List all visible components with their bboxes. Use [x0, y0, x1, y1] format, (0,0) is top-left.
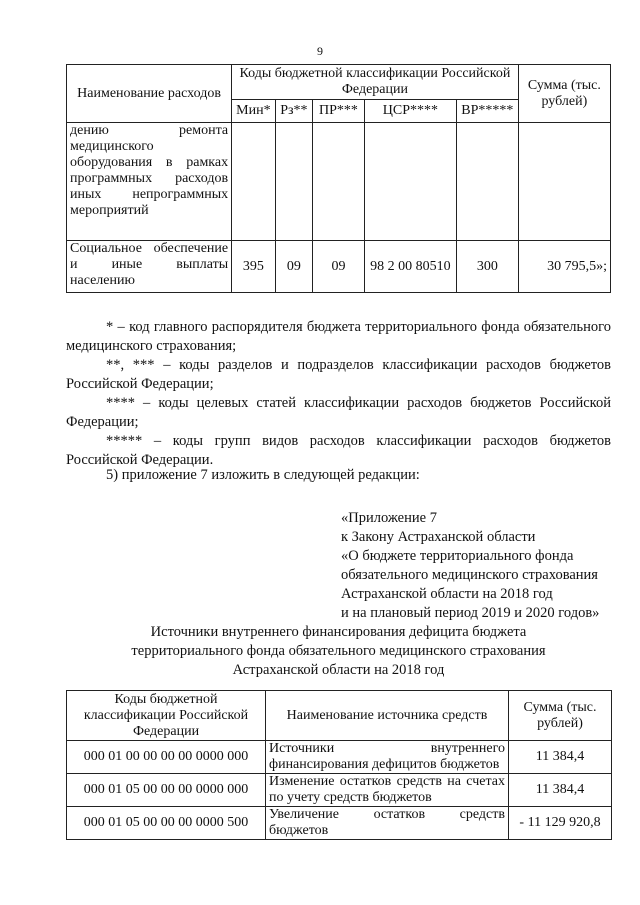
cell-pr — [313, 123, 365, 241]
col-header-sum: Сумма (тыс. рублей) — [518, 65, 610, 123]
paragraph-5: 5) приложение 7 изложить в следующей редакции: — [106, 467, 420, 483]
cell-sum: 30 795,5»; — [518, 241, 610, 293]
cell-source-name: Изменение остатков средств на счетах по учету средств бюджетов — [266, 774, 509, 807]
cell-min: 395 — [232, 241, 276, 293]
title-line: Источники внутреннего финансирования дефицита бюджета — [150, 624, 527, 640]
page-number: 9 — [317, 44, 323, 58]
section-title — [66, 623, 611, 680]
cell-expense-name: дению ремонта медицинского оборудования в рамках программных расходов иных непрограммных мероприятий — [67, 123, 232, 241]
appendix-line: «Приложение 7 — [341, 510, 437, 526]
col-header-expense-name: Наименование расходов — [67, 65, 232, 123]
appendix-heading — [341, 509, 599, 623]
appendix-line: Астраханской области на 2018 год — [341, 586, 553, 602]
col-header-codes: Коды бюджетной классификации Российской Федерации — [67, 691, 266, 741]
col-header-sum: Сумма (тыс. рублей) — [509, 691, 612, 741]
cell-source-name: Увеличение остатков средств бюджетов — [266, 807, 509, 840]
appendix-line: и на плановый период 2019 и 2020 годов» — [341, 605, 600, 621]
footnote-1: * – код главного распорядителя бюджета территориального фонда обязательного медицинского страхования; — [66, 319, 611, 354]
cell-code: 000 01 05 00 00 00 0000 000 — [67, 774, 266, 807]
cell-expense-name: Социальное обеспечение и иные выплаты населению — [67, 241, 232, 293]
footnote-4: ***** – коды групп видов расходов классификации расходов бюджетов Российской Федерации. — [66, 433, 611, 468]
title-line: Астраханской области на 2018 год — [232, 662, 445, 678]
cell-sum: - 11 129 920,8 — [509, 807, 612, 840]
cell-code: 000 01 05 00 00 00 0000 500 — [67, 807, 266, 840]
appendix-line: к Закону Астраханской области — [341, 529, 536, 545]
cell-csr: 98 2 00 80510 — [364, 241, 456, 293]
table-row — [67, 123, 611, 241]
cell-rz — [275, 123, 312, 241]
col-header-budget-codes: Коды бюджетной классификации Российской Федерации — [232, 65, 519, 100]
cell-sum: 11 384,4 — [509, 774, 612, 807]
financing-sources-table — [66, 690, 612, 840]
col-header-vr: ВР***** — [456, 100, 518, 123]
appendix-line: обязательного медицинского страхования — [341, 567, 598, 583]
col-header-source-name: Наименование источника средств — [266, 691, 509, 741]
col-header-min: Мин* — [232, 100, 276, 123]
table-row — [67, 741, 612, 774]
footnotes — [66, 318, 611, 470]
col-header-csr: ЦСР**** — [364, 100, 456, 123]
cell-source-name: Источники внутреннего финансирования дефицитов бюджетов — [266, 741, 509, 774]
col-header-pr: ПР*** — [313, 100, 365, 123]
table-row — [67, 241, 611, 293]
footnote-2: **, *** – коды разделов и подразделов классификации расходов бюджетов Российской Федерации; — [66, 357, 611, 392]
cell-vr: 300 — [456, 241, 518, 293]
cell-code: 000 01 00 00 00 00 0000 000 — [67, 741, 266, 774]
cell-rz: 09 — [275, 241, 312, 293]
table-row — [67, 774, 612, 807]
cell-csr — [364, 123, 456, 241]
appendix-line: «О бюджете территориального фонда — [341, 548, 574, 564]
budget-expenses-table — [66, 64, 611, 293]
footnote-3: **** – коды целевых статей классификации расходов бюджетов Российской Федерации; — [66, 395, 611, 430]
cell-sum: 11 384,4 — [509, 741, 612, 774]
cell-pr: 09 — [313, 241, 365, 293]
table-row — [67, 807, 612, 840]
cell-vr — [456, 123, 518, 241]
cell-min — [232, 123, 276, 241]
title-line: территориального фонда обязательного медицинского страхования — [131, 643, 546, 659]
cell-sum — [518, 123, 610, 241]
col-header-rz: Рз** — [275, 100, 312, 123]
